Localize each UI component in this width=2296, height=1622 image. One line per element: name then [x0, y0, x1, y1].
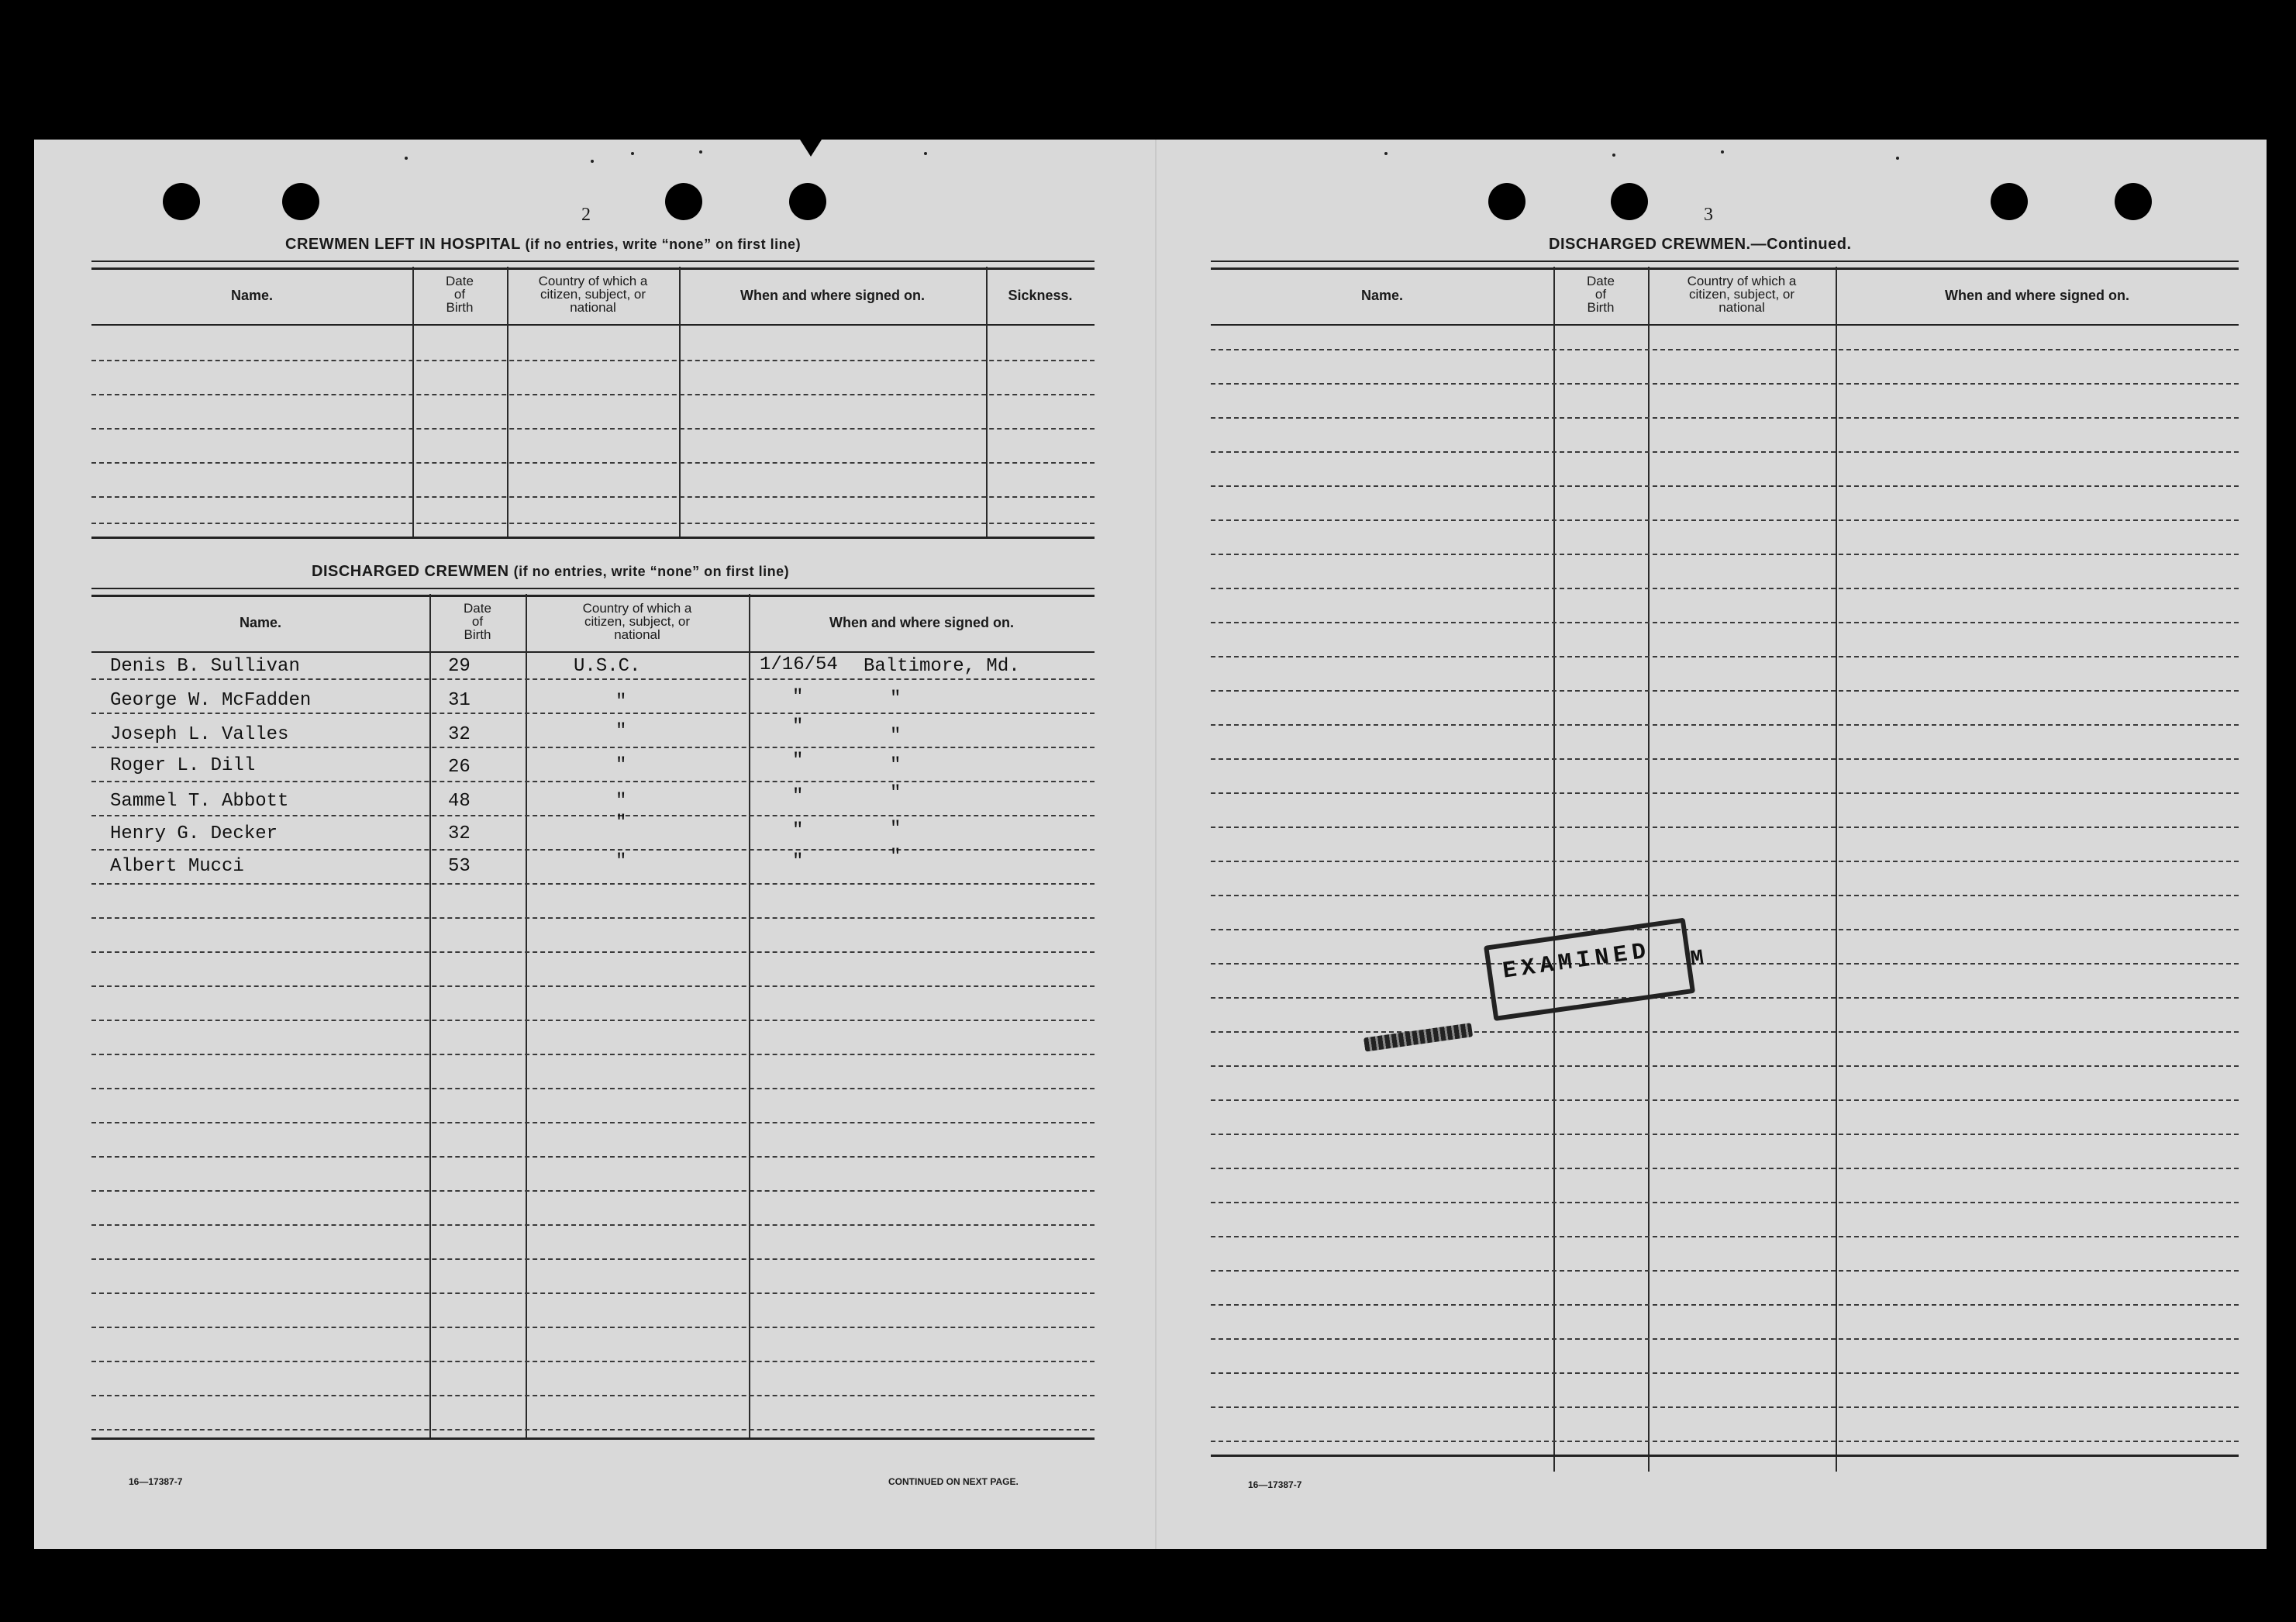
crew-dob: 53 — [448, 856, 471, 877]
signed-on-place: Baltimore, Md. — [864, 656, 1020, 677]
signed-on-date: " — [792, 751, 804, 771]
dob-line: Birth — [1587, 300, 1615, 315]
entry-line — [91, 1088, 1095, 1089]
entry-line — [91, 462, 1095, 464]
entry-line — [1211, 1304, 2239, 1306]
punch-hole — [163, 183, 200, 220]
signed-on-date: " — [792, 786, 804, 807]
entry-line — [1211, 622, 2239, 623]
signed-on-date: " — [792, 687, 804, 708]
signed-on-place: " — [890, 847, 902, 868]
entry-line — [91, 1020, 1095, 1021]
punch-hole — [665, 183, 702, 220]
country-line: Country of which a — [1687, 274, 1797, 288]
page-fold — [1155, 140, 1157, 1549]
col-header-name: Name. — [230, 288, 274, 303]
table-top-rule — [91, 588, 1095, 597]
crew-country: " — [615, 791, 627, 812]
entry-line — [1211, 758, 2239, 760]
paper-speck — [699, 150, 702, 154]
column-divider — [1836, 267, 1837, 1472]
discharged-table — [91, 588, 1095, 1456]
entry-line — [91, 713, 1095, 714]
document-paper — [34, 140, 2267, 1549]
table-bottom-rule — [1211, 1455, 2239, 1457]
column-divider — [1553, 267, 1555, 1472]
paper-notch — [800, 140, 822, 157]
entry-line — [1211, 554, 2239, 555]
entry-line — [91, 1224, 1095, 1226]
entry-line — [1211, 997, 2239, 999]
paper-speck — [591, 160, 594, 163]
crew-country: U.S.C. — [574, 656, 641, 677]
crew-dob: 32 — [448, 823, 471, 844]
signed-on-date: " — [792, 716, 804, 737]
column-divider — [1648, 267, 1650, 1472]
dob-line: of — [1594, 287, 1607, 302]
col-header-dob — [412, 274, 507, 314]
crew-dob: 29 — [448, 656, 471, 677]
entry-line — [91, 1122, 1095, 1123]
entry-line — [1211, 519, 2239, 521]
dob-line: Date — [1587, 274, 1615, 288]
crew-name: Henry G. Decker — [110, 823, 278, 844]
entry-line — [1211, 963, 2239, 965]
entry-line — [91, 1395, 1095, 1396]
entry-line — [91, 1327, 1095, 1328]
entry-line — [1211, 383, 2239, 385]
entry-line — [91, 1258, 1095, 1260]
hospital-section-title — [285, 236, 801, 254]
crew-dob: 31 — [448, 690, 471, 711]
form-number: 16—17387-7 — [1248, 1479, 1302, 1490]
entry-line — [1211, 792, 2239, 794]
entry-line — [1211, 895, 2239, 896]
signed-on-place: " — [890, 819, 902, 840]
entry-line — [91, 849, 1095, 851]
signed-on-place: " — [890, 688, 902, 709]
entry-line — [1211, 349, 2239, 350]
dob-line: Date — [446, 274, 474, 288]
punch-hole — [282, 183, 319, 220]
crew-name: George W. McFadden — [110, 690, 312, 711]
punch-hole — [1991, 183, 2028, 220]
punch-hole — [1611, 183, 1648, 220]
signed-on-place: " — [890, 755, 902, 776]
crew-name: Albert Mucci — [110, 856, 244, 877]
entry-line — [91, 496, 1095, 498]
paper-speck — [1612, 154, 1615, 157]
hospital-title-note: (if no entries, write “none” on first line) — [525, 236, 802, 252]
country-line: citizen, subject, or — [540, 287, 646, 302]
col-header-dob — [429, 602, 526, 641]
entry-line — [1211, 724, 2239, 726]
punch-hole — [2115, 183, 2152, 220]
signed-on-place: " — [890, 726, 902, 747]
entry-line — [91, 428, 1095, 430]
entry-line — [1211, 827, 2239, 828]
signed-on-date: " — [792, 820, 804, 841]
page-number: 2 — [581, 205, 591, 225]
table-header-rule — [91, 651, 1095, 653]
paper-speck — [1896, 157, 1899, 160]
entry-line — [1211, 1202, 2239, 1203]
crew-dob: 26 — [448, 757, 471, 778]
entry-line — [1211, 1372, 2239, 1374]
col-header-signed-on: When and where signed on. — [739, 288, 926, 303]
entry-line — [91, 1429, 1095, 1430]
col-header-signed-on: When and where signed on. — [829, 615, 1015, 630]
country-line: national — [614, 627, 660, 642]
table-header-rule — [91, 324, 1095, 326]
col-header-sickness: Sickness. — [1008, 288, 1073, 303]
crew-name: Denis B. Sullivan — [110, 656, 300, 677]
crew-dob: 32 — [448, 724, 471, 745]
entry-line — [91, 1054, 1095, 1055]
crew-country: " — [615, 851, 627, 872]
entry-line — [91, 360, 1095, 361]
crew-name: Roger L. Dill — [110, 755, 256, 776]
entry-line — [91, 1190, 1095, 1192]
country-line: Country of which a — [538, 274, 648, 288]
discharged-section-title — [312, 563, 789, 581]
entry-line — [1211, 861, 2239, 862]
entry-line — [1211, 1134, 2239, 1135]
entry-line — [1211, 417, 2239, 419]
punch-hole — [789, 183, 826, 220]
signed-on-date: " — [792, 851, 804, 872]
entry-line — [1211, 485, 2239, 487]
table-header-rule — [1211, 324, 2239, 326]
entry-line — [91, 985, 1095, 987]
entry-line — [91, 523, 1095, 524]
entry-line — [91, 1292, 1095, 1294]
entry-line — [91, 1361, 1095, 1362]
entry-line — [1211, 451, 2239, 453]
col-header-country — [526, 602, 749, 641]
column-divider — [526, 594, 527, 1439]
table-top-rule — [91, 261, 1095, 270]
entry-line — [1211, 588, 2239, 589]
table-bottom-rule — [91, 537, 1095, 539]
entry-line — [1211, 929, 2239, 930]
entry-line — [1211, 656, 2239, 657]
col-header-dob — [1553, 274, 1648, 314]
entry-line — [1211, 1168, 2239, 1169]
dob-line: Birth — [464, 627, 491, 642]
discharged-title-note: (if no entries, write “none” on first line) — [513, 564, 790, 579]
entry-line — [1211, 1031, 2239, 1033]
col-header-country — [507, 274, 679, 314]
col-header-signed-on: When and where signed on. — [1944, 288, 2130, 303]
crew-dob: 48 — [448, 791, 471, 812]
entry-line — [91, 883, 1095, 885]
crew-country: " — [615, 692, 627, 713]
hospital-title-text: CREWMEN LEFT IN HOSPITAL — [285, 236, 521, 253]
entry-line — [1211, 1236, 2239, 1237]
column-divider — [429, 594, 431, 1439]
paper-speck — [1721, 150, 1724, 154]
paper-speck — [631, 152, 634, 155]
dob-line: Date — [464, 601, 491, 616]
paper-speck — [924, 152, 927, 155]
signed-on-date: 1/16/54 — [760, 654, 838, 675]
country-line: national — [1719, 300, 1765, 315]
country-line: citizen, subject, or — [584, 614, 691, 629]
signed-on-place: " — [890, 783, 902, 804]
entry-line — [91, 394, 1095, 395]
entry-line — [91, 815, 1095, 816]
discharged-title-text: DISCHARGED CREWMEN — [312, 563, 509, 580]
crew-name: Joseph L. Valles — [110, 724, 289, 745]
discharged-continued-title: DISCHARGED CREWMEN.—Continued. — [1549, 236, 1852, 253]
punch-hole — [1488, 183, 1525, 220]
entry-line — [91, 678, 1095, 680]
entry-line — [1211, 1406, 2239, 1408]
stamp-text: EXAMINED — [1501, 938, 1653, 985]
entry-line — [1211, 1441, 2239, 1442]
col-header-country — [1648, 274, 1836, 314]
entry-line — [91, 747, 1095, 748]
crew-country: " — [615, 721, 627, 742]
stamp-mark: M — [1689, 946, 1705, 972]
entry-line — [91, 1156, 1095, 1158]
col-header-name: Name. — [239, 615, 282, 630]
entry-line — [1211, 690, 2239, 692]
entry-line — [1211, 1099, 2239, 1101]
country-line: citizen, subject, or — [1688, 287, 1795, 302]
col-header-name: Name. — [1360, 288, 1404, 303]
crew-name: Sammel T. Abbott — [110, 791, 289, 812]
dob-line: of — [453, 287, 466, 302]
crew-country: " — [615, 813, 627, 833]
paper-speck — [1384, 152, 1388, 155]
form-number: 16—17387-7 — [129, 1476, 183, 1487]
dob-line: of — [471, 614, 484, 629]
entry-line — [1211, 1338, 2239, 1340]
entry-line — [1211, 1270, 2239, 1272]
continued-note: CONTINUED ON NEXT PAGE. — [888, 1476, 1019, 1487]
table-bottom-rule — [91, 1437, 1095, 1440]
discharged-continued-table — [1211, 261, 2239, 1455]
column-divider — [749, 594, 750, 1439]
entry-line — [91, 917, 1095, 919]
country-line: national — [570, 300, 616, 315]
country-line: Country of which a — [582, 601, 692, 616]
entry-line — [1211, 1065, 2239, 1067]
entry-line — [91, 781, 1095, 782]
paper-speck — [405, 157, 408, 160]
dob-line: Birth — [446, 300, 474, 315]
crew-country: " — [615, 755, 627, 776]
entry-line — [91, 951, 1095, 953]
page-number: 3 — [1704, 205, 1713, 225]
table-top-rule — [1211, 261, 2239, 270]
